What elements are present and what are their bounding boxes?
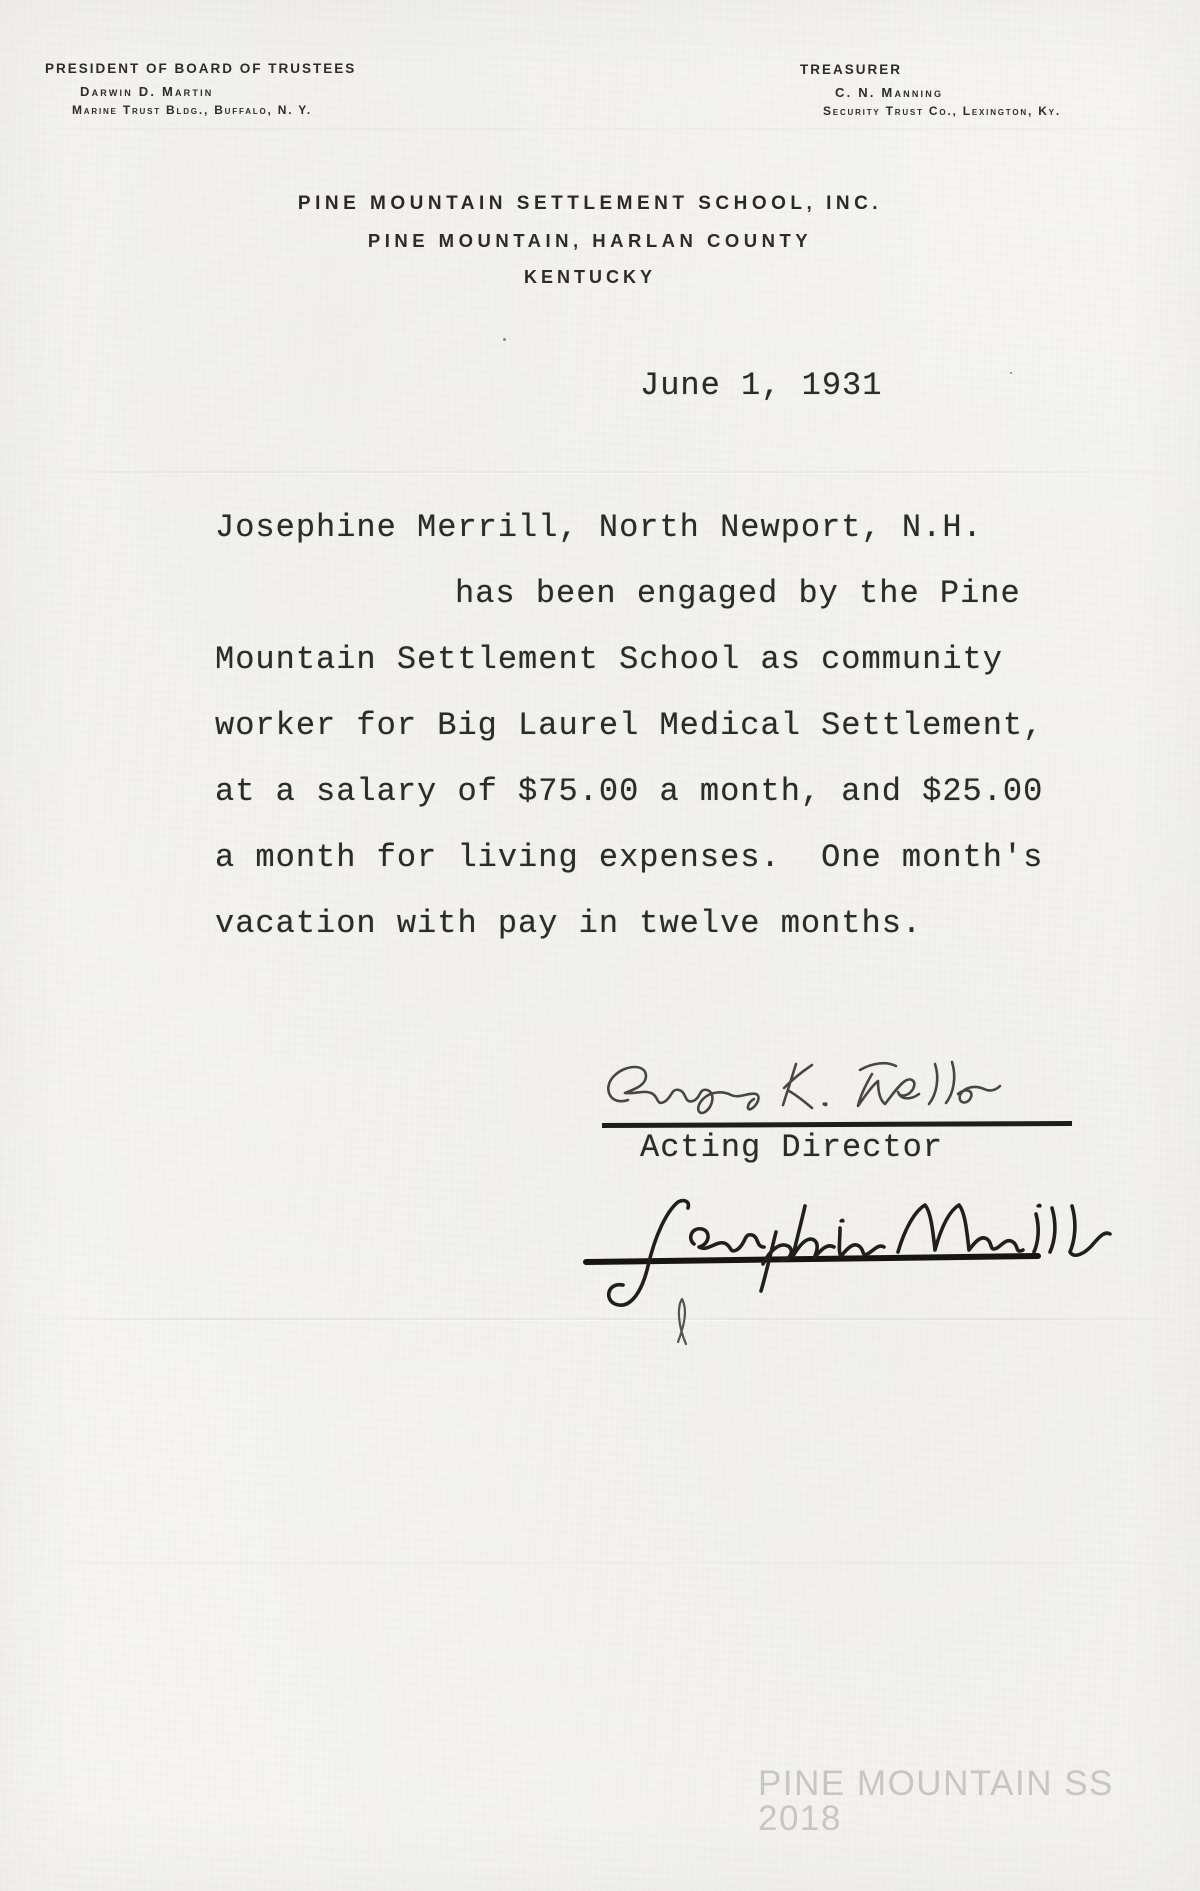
treasurer-address: Security Trust Co., Lexington, Ky. bbox=[823, 103, 1061, 118]
letter-date: June 1, 1931 bbox=[640, 367, 883, 404]
ink-speck bbox=[1010, 372, 1012, 374]
paper-crease bbox=[0, 1562, 1200, 1564]
treasurer-title: TREASURER bbox=[800, 62, 903, 77]
signature-acting-director bbox=[598, 1048, 1070, 1128]
letterhead-location: PINE MOUNTAIN, HARLAN COUNTY bbox=[367, 230, 813, 251]
officer-block-president bbox=[45, 62, 356, 116]
paper-crease bbox=[0, 471, 1200, 474]
body-line: Mountain Settlement School as community bbox=[215, 641, 1003, 678]
body-line: vacation with pay in twelve months. bbox=[215, 905, 923, 942]
president-name: Darwin D. Martin bbox=[80, 83, 214, 99]
letterhead-state: KENTUCKY bbox=[523, 266, 656, 287]
body-line: Josephine Merrill, North Newport, N.H. bbox=[215, 509, 983, 546]
body-line: a month for living expenses. One month's bbox=[215, 839, 1044, 876]
director-title: Acting Director bbox=[640, 1129, 944, 1166]
paper-crease bbox=[0, 128, 1200, 130]
ink-speck bbox=[503, 338, 506, 341]
body-line: worker for Big Laurel Medical Settlement, bbox=[215, 707, 1044, 744]
letterhead-school-name: PINE MOUNTAIN SETTLEMENT SCHOOL, INC. bbox=[297, 193, 883, 214]
body-line: has been engaged by the Pine bbox=[455, 575, 1021, 612]
president-title: PRESIDENT OF BOARD OF TRUSTEES bbox=[45, 61, 357, 76]
signature-employee bbox=[578, 1186, 1130, 1356]
body-line: at a salary of $75.00 a month, and $25.00 bbox=[215, 773, 1044, 810]
president-address: Marine Trust Bldg., Buffalo, N. Y. bbox=[72, 102, 312, 117]
archive-watermark: PINE MOUNTAIN SS 2018 bbox=[758, 1764, 1114, 1838]
letterhead bbox=[0, 194, 1180, 286]
officer-block-treasurer bbox=[800, 63, 1061, 117]
treasurer-name: C. N. Manning bbox=[835, 84, 944, 100]
